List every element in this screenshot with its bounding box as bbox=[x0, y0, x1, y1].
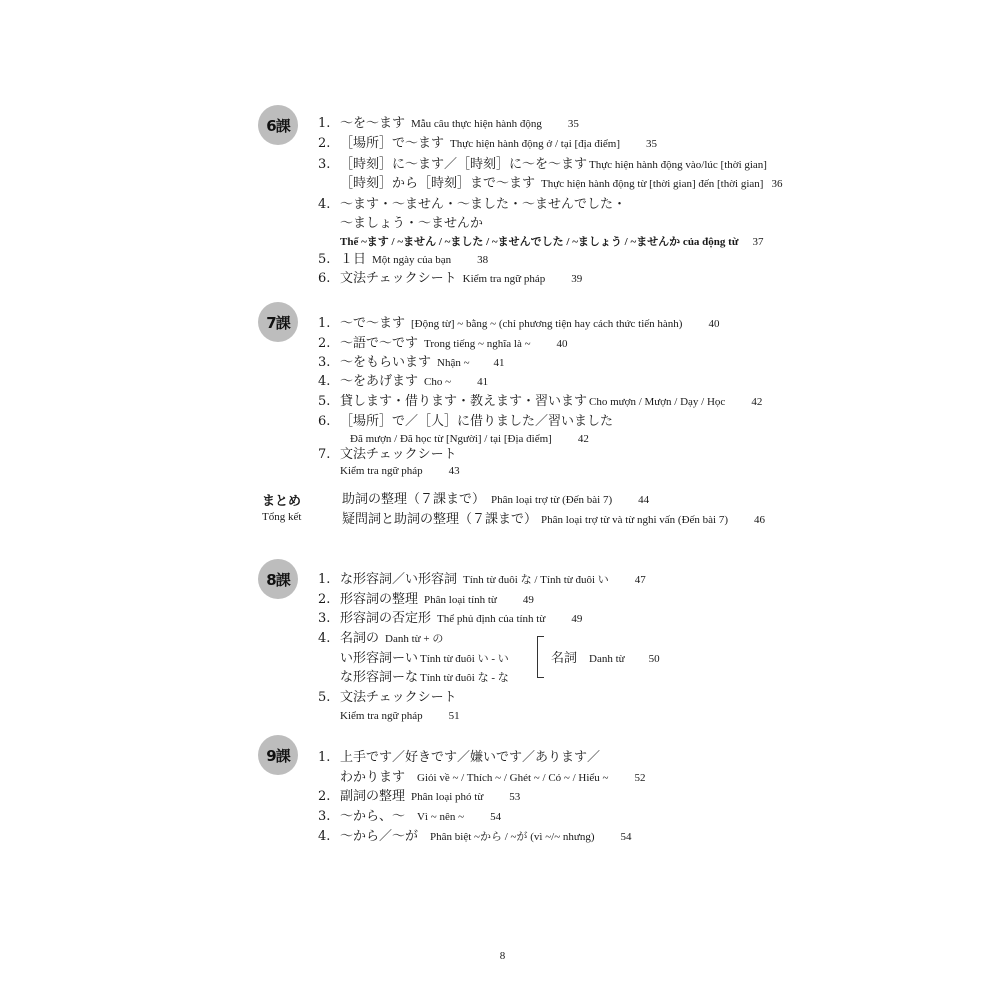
lesson9-item-1b: わかります Giỏi về ~ / Thích ~ / Ghét ~ / Có ~ / Hiểu ~ 52 bbox=[340, 770, 646, 785]
lesson7-item-5: 5. 貸します・借ります・教えます・習います Cho mượn / Mượn / Dạy / Học 42 bbox=[318, 394, 763, 409]
lesson9-item-4: 4. ～から／～が Phân biệt ~から / ~が (vì ~/~ nhưng) 54 bbox=[318, 829, 632, 844]
lesson9-item-3: 3. ～から、～ Vì ~ nên ~ 54 bbox=[318, 809, 502, 824]
lesson7-item-4: 4. ～をあげます Cho ~ 41 bbox=[318, 374, 489, 389]
lesson8-item-3: 3. 形容詞の否定形 Thể phủ định của tính từ 49 bbox=[318, 611, 583, 626]
lesson7-item-1: 1. ～で～ます [Động từ] ~ bằng ~ (chỉ phương tiện hay cách thức tiến hành) 40 bbox=[318, 316, 720, 331]
lesson7-item-3: 3. ～をもらいます Nhận ~ 41 bbox=[318, 355, 505, 370]
lesson-7-badge: 7課 bbox=[258, 302, 298, 342]
lesson7-item-2: 2. ～語で～です Trong tiếng ~ nghĩa là ~ 40 bbox=[318, 336, 568, 351]
page-number: 8 bbox=[499, 950, 506, 962]
lesson8-item-5b: Kiểm tra ngữ pháp 51 bbox=[340, 710, 460, 722]
lesson-8-badge: 8課 bbox=[258, 559, 298, 599]
lesson8-bracket-label: 名詞 Danh từ 50 bbox=[551, 651, 660, 666]
lesson7-item-6: 6. ［場所］で／［人］に借りました／習いました bbox=[318, 414, 614, 429]
lesson7-item-7: 7. 文法チェックシート bbox=[318, 447, 457, 462]
lesson6-item-6: 6. 文法チェックシート Kiểm tra ngữ pháp 39 bbox=[318, 271, 583, 286]
lesson9-item-1: 1. 上手です／好きです／嫌いです／あります／ bbox=[318, 750, 601, 765]
lesson8-item-4c: な形容詞ーな Tính từ đuôi な - な bbox=[340, 670, 509, 685]
lesson8-item-4: 4. 名詞の Danh từ + の bbox=[318, 631, 444, 646]
lesson6-item-4c: Thể ~ます / ~ません / ~ました / ~ませんでした / ~ましょう / ~ませんか của động từ 37 bbox=[340, 236, 764, 248]
lesson6-item-1: 1. ～を～ます Mẫu câu thực hiện hành động 35 bbox=[318, 116, 579, 131]
lesson8-item-2: 2. 形容詞の整理 Phân loại tính từ 49 bbox=[318, 592, 534, 607]
lesson8-item-4b: い形容詞ーい Tính từ đuôi い - い bbox=[340, 651, 509, 666]
summary-title-vn: Tổng kết bbox=[262, 511, 302, 523]
lesson6-item-3b: ［時刻］から［時刻］まで～ます Thực hiện hành động từ [thời gian] đến [thời gian] 36 bbox=[340, 176, 783, 191]
lesson7-item-7b: Kiểm tra ngữ pháp 43 bbox=[340, 465, 460, 477]
summary-item-1: 助詞の整理（７課まで） Phân loại trợ từ (Đến bài 7) 44 bbox=[342, 492, 650, 507]
summary-title-jp: まとめ bbox=[262, 494, 302, 509]
lesson8-item-5: 5. 文法チェックシート bbox=[318, 690, 457, 705]
lesson6-item-3: 3. ［時刻］に～ます／［時刻］に～を～ます Thực hiện hành động vào/lúc [thời gian] bbox=[318, 157, 767, 172]
lesson6-item-4b: ～ましょう・～ませんか bbox=[340, 216, 484, 231]
lesson8-item-1: 1. な形容詞／い形容詞 Tính từ đuôi な / Tính từ đuôi い 47 bbox=[318, 572, 646, 587]
lesson9-item-2: 2. 副詞の整理 Phân loại phó từ 53 bbox=[318, 789, 521, 804]
lesson-6-badge: 6課 bbox=[258, 105, 298, 145]
summary-item-2: 疑問詞と助詞の整理（７課まで） Phân loại trợ từ và từ nghi vấn (Đến bài 7) 46 bbox=[342, 512, 765, 527]
lesson6-item-5: 5. １日 Một ngày của bạn 38 bbox=[318, 252, 489, 267]
lesson-9-badge: 9課 bbox=[258, 735, 298, 775]
lesson7-item-6b: Đã mượn / Đã học từ [Người] / tại [Địa điểm] 42 bbox=[350, 433, 589, 445]
grouping-bracket bbox=[537, 636, 544, 678]
lesson6-item-4: 4. ～ます・～ません・～ました・～ませんでした・ bbox=[318, 197, 627, 212]
lesson6-item-2: 2. ［場所］で～ます Thực hiện hành động ở / tại [địa điểm] 35 bbox=[318, 136, 658, 151]
